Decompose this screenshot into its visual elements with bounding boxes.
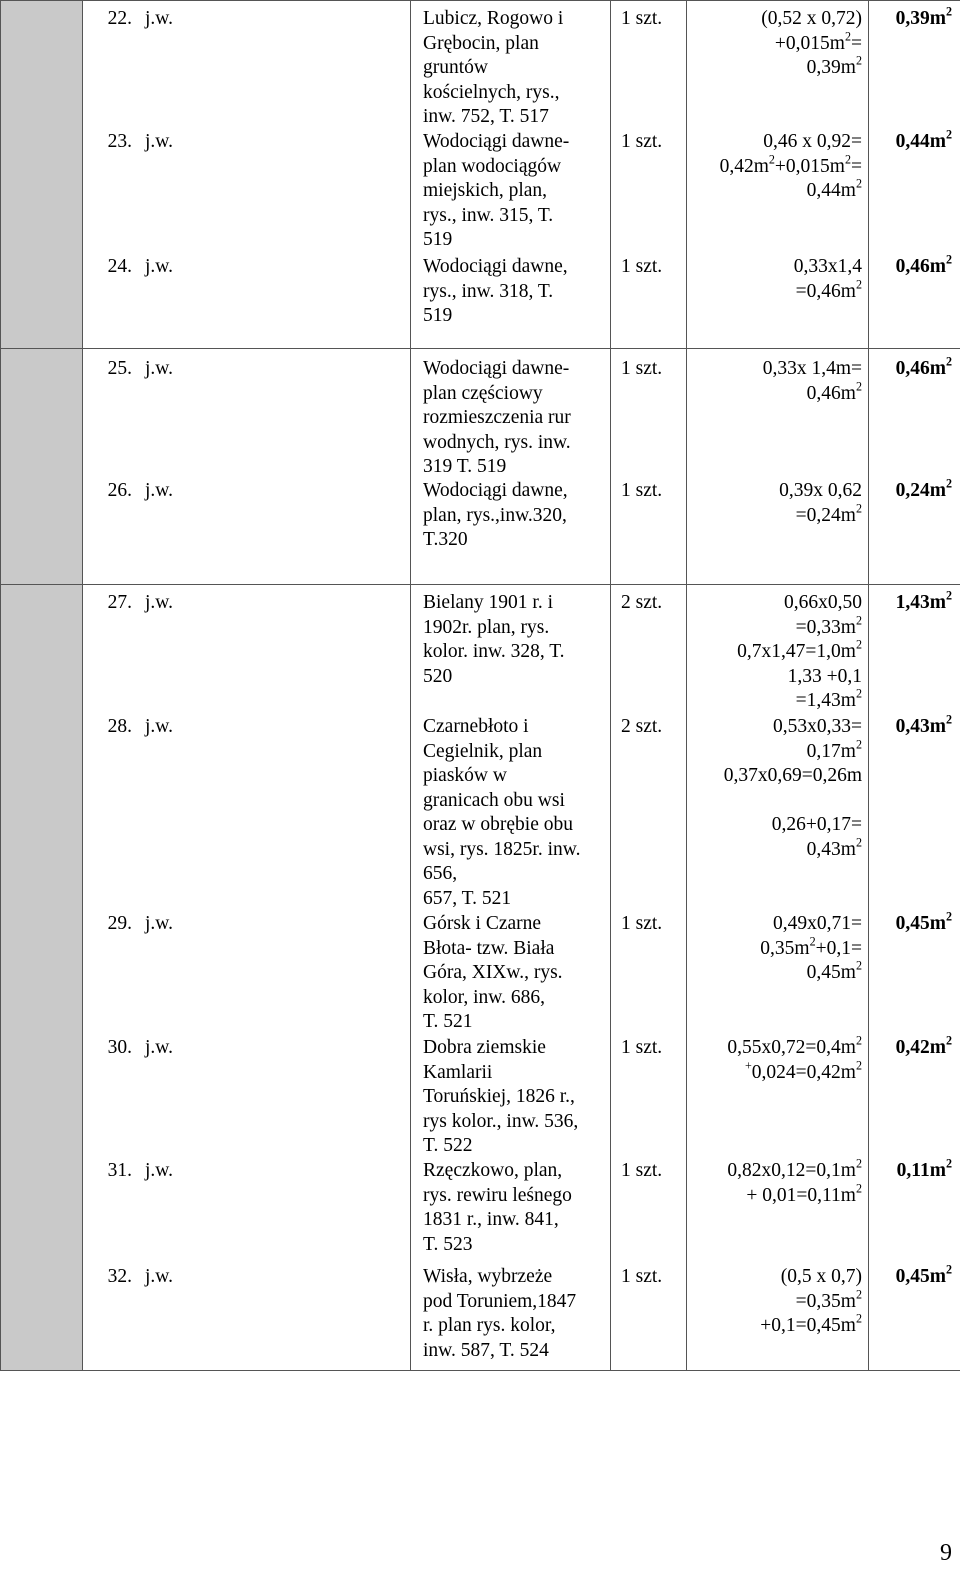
item-ref: j.w. <box>145 131 173 152</box>
description-line: inw. 752, T. 517 <box>423 106 549 127</box>
calculation-cell <box>687 349 869 585</box>
item-calculation <box>687 255 868 304</box>
item-description <box>411 7 610 130</box>
calculation-line: $0,82x0,12=0,1m^2$ <box>727 1156 862 1181</box>
item-description <box>411 357 610 480</box>
item-quantity: 1 szt. <box>621 8 663 29</box>
description-line: Cegielnik, plan <box>423 740 543 762</box>
item-area-result: $0,46m^2$ <box>895 252 952 277</box>
item-quantity: 1 szt. <box>621 913 663 934</box>
item-area-result: $0,45m^2$ <box>895 909 952 934</box>
description-line: Toruńskiej, 1826 r., <box>423 1086 575 1107</box>
calculation-line: 1,33 +0,1 <box>787 665 862 687</box>
calculation-cell <box>687 585 869 1371</box>
table-row <box>1 585 960 1371</box>
description-line: 656, <box>423 863 458 884</box>
description-line: rys. rewiru leśnego <box>423 1184 572 1206</box>
calculation-line: + $0,01=0,11m^2$ <box>746 1181 862 1206</box>
item-description <box>411 715 610 911</box>
item-calculation <box>687 357 868 406</box>
item-calculation <box>687 591 868 714</box>
calculation-line: 0,33x1,4 <box>793 256 862 277</box>
item-ref: j.w. <box>145 480 173 501</box>
item-calculation <box>687 715 868 862</box>
item-calculation <box>687 1265 868 1339</box>
item-number <box>83 1265 410 1290</box>
calculation-line <box>687 789 862 814</box>
item-description <box>411 479 610 553</box>
item-ref: j.w. <box>145 1037 173 1058</box>
item-number <box>83 7 410 32</box>
item-number <box>83 130 410 155</box>
calculation-line: $0,43m^2$ <box>806 835 862 860</box>
item-calculation <box>687 912 868 986</box>
description-line: pod Toruniem,1847 <box>423 1290 577 1312</box>
table-row <box>1 1 960 349</box>
item-area-result: $0,46m^2$ <box>895 354 952 379</box>
item-area-result: $0,42m^2$ <box>895 1033 952 1058</box>
calculation-line: $^+0,024=0,42m^2$ <box>744 1058 862 1083</box>
item-calculation <box>687 1156 868 1208</box>
item-index: 25. <box>107 358 132 379</box>
description-line: 657, T. 521 <box>423 887 512 909</box>
description-line: kolor, inw. 686, <box>423 986 545 1008</box>
item-number <box>83 357 410 382</box>
item-index: 23. <box>107 131 132 152</box>
quantity-cell <box>611 585 687 1371</box>
item-area-result: $0,45m^2$ <box>895 1262 952 1287</box>
description-line: kolor. inw. 328, T. <box>423 641 565 662</box>
item-area-result: $0,43m^2$ <box>895 712 952 737</box>
description-line: Wodociągi dawne- <box>423 358 570 379</box>
calculation-line: $0,35m^2+0,1=$ <box>760 934 862 959</box>
calculation-line: 0,49x0,71= <box>773 913 862 934</box>
item-calculation <box>687 479 868 528</box>
description-line: wodnych, rys. inw. <box>423 431 571 453</box>
item-quantity: 1 szt. <box>621 1266 663 1287</box>
description-line: miejskich, plan, <box>423 180 548 201</box>
item-description <box>411 1159 610 1257</box>
description-line: T. 523 <box>423 1233 473 1255</box>
calculation-line: $=1,43m^2$ <box>795 686 862 711</box>
description-line: wsi, rys. 1825r. inw. <box>423 838 581 860</box>
description-line: piasków w <box>423 765 507 786</box>
item-ref: j.w. <box>145 913 173 934</box>
item-description <box>411 1265 610 1363</box>
calculation-line: $+0,015m^2=$ <box>774 29 862 54</box>
item-number <box>83 1036 410 1061</box>
calculation-line: $0,17m^2$ <box>806 737 862 762</box>
item-description <box>411 591 610 689</box>
item-description <box>411 130 610 253</box>
calculation-line: $0,42m^2+0,015m^2=$ <box>719 152 862 177</box>
description-line: Górsk i Czarne <box>423 913 542 934</box>
item-index: 32. <box>107 1266 132 1287</box>
row-marker-cell <box>1 1 83 349</box>
calculation-line: $0,45m^2$ <box>806 958 862 983</box>
item-quantity: 1 szt. <box>621 1037 663 1058</box>
calculation-line: $+0,1=0,45m^2$ <box>760 1311 862 1336</box>
item-quantity: 2 szt. <box>621 592 663 613</box>
item-area-result: $0,24m^2$ <box>895 476 952 501</box>
number-cell <box>83 585 411 1371</box>
description-line: T. 522 <box>423 1135 473 1156</box>
item-ref: j.w. <box>145 716 173 737</box>
calculation-line: 0,33x 1,4m= <box>762 358 862 379</box>
description-line: oraz w obrębie obu <box>423 814 573 835</box>
item-area-result: $1,43m^2$ <box>895 588 952 613</box>
description-line: rys., inw. 318, T. <box>423 280 554 302</box>
item-index: 24. <box>107 256 132 277</box>
description-line: inw. 587, T. 524 <box>423 1339 549 1361</box>
item-ref: j.w. <box>145 256 173 277</box>
row-marker-cell <box>1 349 83 585</box>
item-calculation <box>687 1033 868 1085</box>
item-ref: j.w. <box>145 8 173 29</box>
calculation-line: 0,37x0,69=0,26m <box>723 765 862 786</box>
calculation-line: 0,39x 0,62 <box>779 480 862 501</box>
item-number <box>83 591 410 616</box>
description-line: Wodociągi dawne- <box>423 131 570 152</box>
item-ref: j.w. <box>145 1160 173 1181</box>
item-number <box>83 255 410 280</box>
description-line: kościelnych, rys., <box>423 81 560 103</box>
result-cell <box>869 1 960 349</box>
description-line: Wodociągi dawne, <box>423 256 568 277</box>
item-number <box>83 479 410 504</box>
item-description <box>411 255 610 329</box>
item-area-result: $0,39m^2$ <box>895 4 952 29</box>
item-quantity: 1 szt. <box>621 131 663 152</box>
description-line: rozmieszczenia rur <box>423 407 571 428</box>
quantity-cell <box>611 349 687 585</box>
calculation-cell <box>687 1 869 349</box>
item-index: 27. <box>107 592 132 613</box>
description-line: gruntów <box>423 57 488 78</box>
description-line: Góra, XIXw., rys. <box>423 962 563 983</box>
description-line: rys., inw. 315, T. <box>423 204 554 226</box>
description-line: Błota- tzw. Biała <box>423 937 555 959</box>
description-line: granicach obu wsi <box>423 789 565 811</box>
number-cell <box>83 349 411 585</box>
item-index: 28. <box>107 716 132 737</box>
item-area-result: $0,11m^2$ <box>896 1156 952 1181</box>
calculation-line: (0,5 x 0,7) <box>780 1266 862 1287</box>
item-number <box>83 912 410 937</box>
item-quantity: 1 szt. <box>621 358 663 379</box>
description-line: Grębocin, plan <box>423 32 539 54</box>
description-line: r. plan rys. kolor, <box>423 1315 556 1336</box>
calculation-line: $0,44m^2$ <box>806 176 862 201</box>
row-marker-cell <box>1 585 83 1371</box>
description-line: rys kolor., inw. 536, <box>423 1110 579 1132</box>
description-line: T. 521 <box>423 1011 473 1032</box>
item-number <box>83 715 410 740</box>
description-cell <box>411 1 611 349</box>
item-quantity: 2 szt. <box>621 716 663 737</box>
description-line: 1831 r., inw. 841, <box>423 1209 559 1230</box>
description-line: Wisła, wybrzeże <box>423 1266 553 1287</box>
calculation-line: $=0,33m^2$ <box>795 613 862 638</box>
calculation-line: $0,7x1,47=1,0m^2$ <box>737 637 862 662</box>
description-line: Wodociągi dawne, <box>423 480 568 501</box>
calculation-line: $=0,35m^2$ <box>795 1287 862 1312</box>
table-row <box>1 349 960 585</box>
description-line: Kamlarii <box>423 1061 493 1083</box>
number-cell <box>83 1 411 349</box>
description-line: Czarnebłoto i <box>423 716 529 737</box>
description-line: 319 T. 519 <box>423 456 507 477</box>
calculation-line: $0,55x0,72=0,4m^2$ <box>727 1033 862 1058</box>
item-index: 31. <box>107 1160 132 1181</box>
description-line: Bielany 1901 r. i <box>423 592 553 613</box>
item-calculation <box>687 130 868 204</box>
item-index: 22. <box>107 8 132 29</box>
description-line: 519 <box>423 229 453 250</box>
item-index: 29. <box>107 913 132 934</box>
item-calculation <box>687 7 868 81</box>
item-ref: j.w. <box>145 592 173 613</box>
item-index: 30. <box>107 1037 132 1058</box>
calculation-line: 0,26+0,17= <box>771 814 862 835</box>
page-number: 9 <box>940 1540 952 1566</box>
calculation-line: (0,52 x 0,72) <box>761 8 862 29</box>
description-line: plan, rys.,inw.320, <box>423 504 567 526</box>
item-number <box>83 1159 410 1184</box>
description-line: 520 <box>423 665 453 687</box>
item-quantity: 1 szt. <box>621 480 663 501</box>
result-cell <box>869 585 960 1371</box>
calculation-line: 0,46 x 0,92= <box>763 131 862 152</box>
quantity-cell <box>611 1 687 349</box>
calculation-line: 0,66x0,50 <box>784 592 862 613</box>
description-line: Dobra ziemskie <box>423 1037 546 1058</box>
description-line: T.320 <box>423 529 468 550</box>
description-cell <box>411 349 611 585</box>
calculation-line: 0,53x0,33= <box>773 716 862 737</box>
result-cell <box>869 349 960 585</box>
description-line: plan wodociągów <box>423 155 562 177</box>
calculation-line: $0,46m^2$ <box>806 379 862 404</box>
description-cell <box>411 585 611 1371</box>
description-line: Rzęczkowo, plan, <box>423 1160 563 1181</box>
item-ref: j.w. <box>145 358 173 379</box>
item-ref: j.w. <box>145 1266 173 1287</box>
calculation-line: $=0,46m^2$ <box>795 277 862 302</box>
item-index: 26. <box>107 480 132 501</box>
item-quantity: 1 szt. <box>621 256 663 277</box>
description-line: 519 <box>423 305 453 326</box>
item-description <box>411 1036 610 1159</box>
description-line: plan częściowy <box>423 382 543 404</box>
description-line: Lubicz, Rogowo i <box>423 8 564 29</box>
item-quantity: 1 szt. <box>621 1160 663 1181</box>
calculation-line: $=0,24m^2$ <box>795 501 862 526</box>
item-area-result: $0,44m^2$ <box>895 127 952 152</box>
item-description <box>411 912 610 1035</box>
calculation-line: $0,39m^2$ <box>806 53 862 78</box>
description-line: 1902r. plan, rys. <box>423 616 550 638</box>
